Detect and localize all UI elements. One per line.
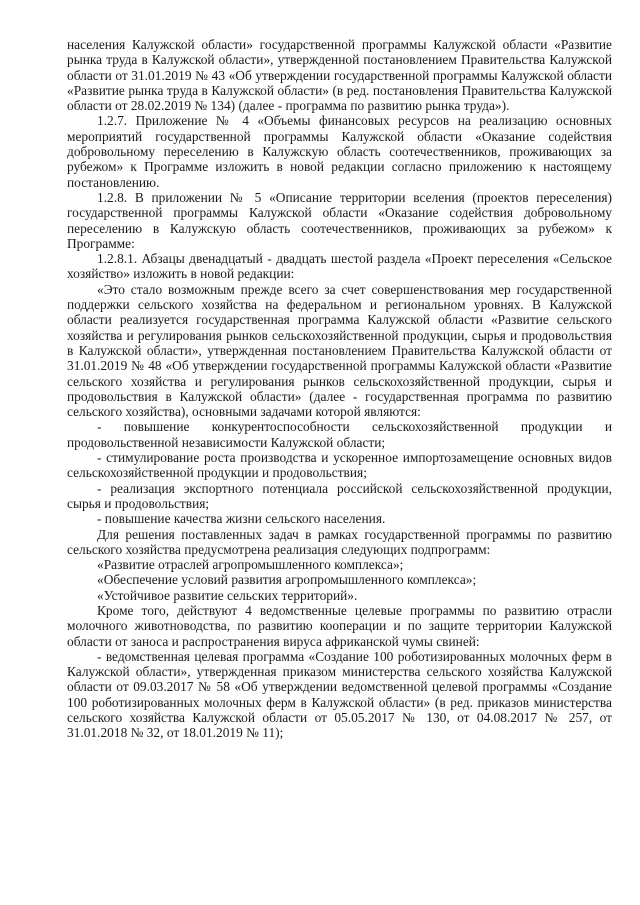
paragraph-2: 1.2.7. Приложение № 4 «Объемы финансовых ресурсов на реализацию основных мероприятий государственной программы Калужской области «Оказание содействия добровольному переселению в Калужскую область соотечественников, проживающих за рубежом» к Программе изложить в новой редакции согласно приложению к настоящему постановлению. xyxy=(67,113,612,190)
paragraph-4: 1.2.8.1. Абзацы двенадцатый - двадцать шестой раздела «Проект переселения «Сельское хозяйство» изложить в новой редакции: xyxy=(67,251,612,282)
paragraph-7: Кроме того, действуют 4 ведомственные целевые программы по развитию отрасли молочного животноводства, по развитию кооперации и по защите территории Калужской области от заноса и распространения вируса африканской чумы свиней: xyxy=(67,602,612,649)
list-item-2: - стимулирование роста производства и ускоренное импортозамещение основных видов сельскохозяйственной продукции и продовольствия; xyxy=(67,450,612,481)
subprogram-3: «Устойчивое развитие сельских территорий». xyxy=(97,587,358,603)
list-item-4: - повышение качества жизни сельского населения. xyxy=(97,511,386,527)
subprogram-2: «Обеспечение условий развития агропромышленного комплекса»; xyxy=(97,572,477,588)
list-item-1: - повышение конкурентоспособности сельскохозяйственной продукции и продовольственной независимости Калужской области; xyxy=(67,419,612,450)
list-item-3: - реализация экспортного потенциала российской сельскохозяйственной продукции, сырья и продовольствия; xyxy=(67,480,612,511)
paragraph-5: «Это стало возможным прежде всего за счет совершенствования мер государственной поддержки сельского хозяйства на федеральном и региональном уровнях. В Калужской области реализуется государственная программа Калужской области «Развитие сельского хозяйства и регулирования рынков сельскохозяйственной продукции, сырья и продовольствия в Калужской области», утвержденная постановлением Правительства Калужской области от 31.01.2019 № 48 «Об утверждении государственной программы Калужской области «Развитие сельского хозяйства и регулирования рынков сельскохозяйственной продукции, сырья и продовольствия в Калужской области» (далее - государственная программа по развитию сельского хозяйства), основными задачами которой являются: xyxy=(67,281,612,420)
document-body xyxy=(67,37,612,741)
paragraph-8: - ведомственная целевая программа «Создание 100 роботизированных молочных ферм в Калужской области», утвержденная приказом министерства сельского хозяйства Калужской области от 09.03.2017 № 58 «Об утверждении ведомственной целевой программы «Создание 100 роботизированных молочных ферм в Калужской области» (в ред. приказов министерства сельского хозяйства Калужской области от 05.05.2017 № 130, от 04.08.2017 № 257, от 31.01.2018 № 32, от 18.01.2019 № 11); xyxy=(67,648,612,741)
paragraph-3: 1.2.8. В приложении № 5 «Описание территории вселения (проектов переселения) государственной программы Калужской области «Оказание содействия добровольному переселению в Калужскую область соотечественников, проживающих за рубежом» к Программе: xyxy=(67,189,612,251)
paragraph-1: населения Калужской области» государственной программы Калужской области «Развитие рынка труда в Калужской области», утвержденной постановлением Правительства Калужской области от 31.01.2019 № 43 «Об утверждении государственной программы Калужской области «Развитие рынка труда в Калужской области» (в ред. постановления Правительства Калужской области от 28.02.2019 № 134) (далее - программа по развитию рынка труда»). xyxy=(67,37,612,114)
subprogram-1: «Развитие отраслей агропромышленного комплекса»; xyxy=(97,557,404,573)
paragraph-6: Для решения поставленных задач в рамках государственной программы по развитию сельского хозяйства предусмотрена реализация следующих подпрограмм: xyxy=(67,526,612,557)
